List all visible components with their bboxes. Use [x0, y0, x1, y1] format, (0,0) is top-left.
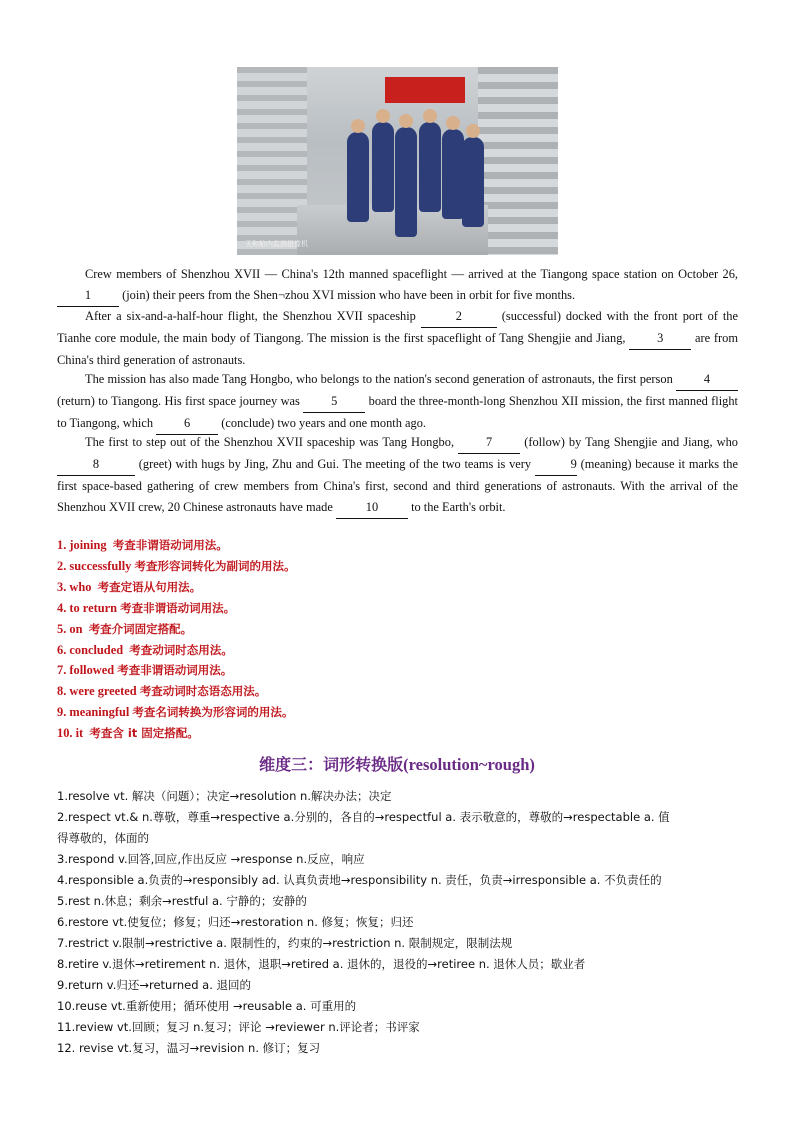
answer-note: 考查介词固定搭配。: [88, 622, 193, 636]
text: (return) to Tiangong. His first space journey was: [57, 394, 300, 408]
vocab-item: 12. revise vt.复习，温习→revision n. 修订；复习: [57, 1041, 321, 1055]
answer-word: 9. meaningful: [57, 705, 130, 719]
answer-word: 4. to return: [57, 601, 117, 615]
vocab-item: 10.reuse vt.重新使用；循环使用 →reusable a. 可重用的: [57, 999, 357, 1013]
text: are from China's third generation of astronauts.: [57, 331, 739, 367]
vocab-item: 6.restore vt.使复位；修复；归还→restoration n. 修复；恢复；归还: [57, 915, 414, 929]
answer-word: 5. on: [57, 622, 83, 636]
astronauts-photo: [237, 67, 558, 255]
answer-note: 考查动词时态用法。: [129, 643, 233, 657]
vocab-item: 4.responsible a.负责的→responsibly ad. 认真负责地→responsibility n. 责任，负责→irresponsible a. 不负责任的: [57, 873, 662, 887]
text: to the Earth's orbit.: [411, 500, 506, 514]
answer-word: 7. followed: [57, 663, 115, 677]
answer-item: [57, 537, 228, 553]
blank-6[interactable]: 6: [156, 413, 218, 435]
answer-item: [57, 621, 192, 637]
astronaut-figure: [462, 137, 484, 227]
vocab-item: 2.respect vt.& n.尊敬，尊重→respective a.分别的，各自的→respectful a. 表示敬意的，尊敬的→respectable a. 值: [57, 810, 670, 824]
paragraph-3: [57, 369, 738, 435]
blank-3[interactable]: 3: [629, 328, 691, 350]
answer-word: 3. who: [57, 580, 92, 594]
answer-note: 考查动词时态语态用法。: [139, 684, 267, 698]
paragraph-2: [57, 306, 738, 371]
astronaut-figure: [395, 127, 417, 237]
answer-word: 8. were greeted: [57, 684, 137, 698]
astronaut-figure: [419, 122, 441, 212]
astronaut-figure: [442, 129, 464, 219]
photo-caption: 天和舱内监测摄像机: [245, 240, 308, 248]
astronaut-head: [351, 119, 365, 133]
answer-note: 考查定语从句用法。: [97, 580, 202, 594]
text: board the three-month-long Shenzhou XII mission, the first manned flight to Tiangong, which: [57, 394, 738, 430]
blank-10[interactable]: 10: [336, 497, 408, 519]
answer-item: [57, 662, 232, 678]
photo-wall-right: [478, 67, 558, 255]
paragraph-1: [57, 264, 738, 307]
blank-9[interactable]: 9: [535, 454, 577, 476]
vocab-list: [57, 786, 738, 1059]
text: The mission has also made Tang Hongbo, who belongs to the nation's second generation of astronauts, the first person: [85, 372, 673, 386]
vocab-item: 8.retire v.退休→retirement n. 退休，退职→retired a. 退休的，退役的→retiree n. 退休人员；歇业者: [57, 957, 586, 971]
answer-item: [57, 683, 266, 699]
vocab-item: 1.resolve vt. 解决（问题）；决定→resolution n.解决办法；决定: [57, 789, 392, 803]
answer-word: 2. successfully: [57, 559, 132, 573]
astronaut-head: [466, 124, 480, 138]
paragraph-4: [57, 432, 738, 519]
text: The first to step out of the Shenzhou XVII spaceship was Tang Hongbo,: [85, 435, 455, 449]
photo-red-banner: [385, 77, 465, 103]
answer-word: 6. concluded: [57, 643, 124, 657]
text: (successful) docked with the front port of the Tianhe core module, the main body of Tiangong. The mission is the first spaceflight of Tang Shengjie and Jiang,: [57, 309, 739, 345]
section-title-range: (resolution~rough): [403, 755, 535, 774]
answer-note: 考查含 it 固定搭配。: [89, 726, 199, 740]
vocab-item: 5.rest n.休息；剩余→restful a. 宁静的；安静的: [57, 894, 307, 908]
vocab-item: 11.review vt.回顾；复习 n.复习；评论 →reviewer n.评论者；书评家: [57, 1020, 420, 1034]
answer-note: 考查形容词转化为副词的用法。: [134, 559, 296, 573]
section-heading: [0, 752, 794, 775]
text: (meaning) because it marks the first space-based gathering of crew members from China's first, second and third generations of astronauts. With the arrival of the Shenzhou XVII crew, 20 Chinese astronauts have made: [57, 457, 739, 514]
answer-note: 考查非谓语动词用法。: [112, 538, 228, 552]
astronaut-head: [376, 109, 390, 123]
text: (follow) by Tang Shengjie and Jiang, who: [524, 435, 738, 449]
text: (join) their peers from the Shen¬zhou XVI mission who have been in orbit for five months.: [122, 288, 576, 302]
blank-1[interactable]: 1: [57, 285, 119, 307]
answer-word: 10. it: [57, 726, 84, 740]
text: (conclude) two years and one month ago.: [221, 416, 426, 430]
answer-item: [57, 642, 233, 658]
blank-2[interactable]: 2: [421, 306, 497, 328]
answer-note: 考查非谓语动词用法。: [117, 663, 233, 677]
vocab-item: 9.return v.归还→returned a. 退回的: [57, 978, 252, 992]
vocab-item: 3.respond v.回答,回应,作出反应 →response n.反应，响应: [57, 852, 365, 866]
vocab-item: 7.restrict v.限制→restrictive a. 限制性的，约束的→restriction n. 限制规定，限制法规: [57, 936, 513, 950]
answer-note: 考查非谓语动词用法。: [120, 601, 236, 615]
text: After a six-and-a-half-hour flight, the Shenzhou XVII spaceship: [85, 309, 416, 323]
answer-item: [57, 725, 199, 741]
answer-item: [57, 600, 235, 616]
answer-item: [57, 558, 295, 574]
astronaut-head: [446, 116, 460, 130]
vocab-item: 得尊敬的，体面的: [57, 831, 149, 845]
blank-7[interactable]: 7: [458, 432, 520, 454]
answer-word: 1. joining: [57, 538, 107, 552]
text: Crew members of Shenzhou XVII — China's 12th manned spaceflight — arrived at the Tiangong space station on October 26,: [85, 267, 738, 281]
blank-8[interactable]: 8: [57, 454, 135, 476]
answer-item: [57, 579, 201, 595]
text: (greet) with hugs by Jing, Zhu and Gui. The meeting of the two teams is very: [138, 457, 532, 471]
blank-4[interactable]: 4: [676, 369, 738, 391]
section-title-cn: 维度三：词形转换版: [259, 755, 404, 774]
astronaut-head: [423, 109, 437, 123]
astronaut-head: [399, 114, 413, 128]
astronaut-figure: [347, 132, 369, 222]
answer-item: [57, 704, 293, 720]
answer-note: 考查名词转换为形容词的用法。: [132, 705, 294, 719]
blank-5[interactable]: 5: [303, 391, 365, 413]
astronaut-figure: [372, 122, 394, 212]
